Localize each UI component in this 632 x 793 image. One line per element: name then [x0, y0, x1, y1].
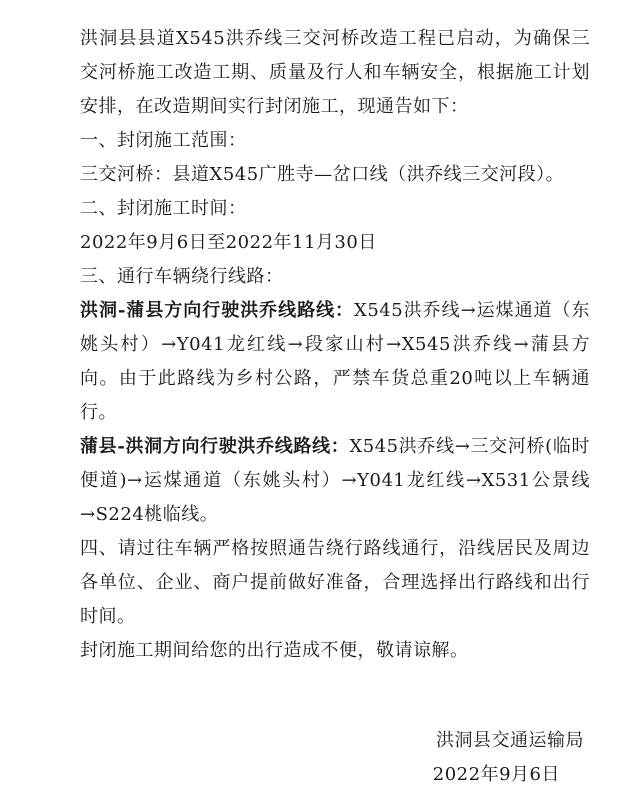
section1-title: 一、封闭施工范围： — [80, 130, 247, 151]
notice-body — [80, 22, 590, 668]
section4-paragraph: 四、请过往车辆严格按照通告绕行路线通行，沿线居民及周边各单位、企业、商户提前做好准备，合理选择出行路线和出行时间。 — [80, 538, 590, 627]
closing-paragraph: 封闭施工期间给您的出行造成不便，敬请谅解。 — [80, 640, 469, 661]
section2-body: 2022年9月6日至2022年11月30日 — [80, 232, 377, 253]
route2-paragraph — [80, 430, 590, 532]
route1-paragraph — [80, 294, 590, 430]
route1-body: X545洪乔线→运煤通道（东姚头村）→Y041龙红线→段家山村→X545洪乔线→蒲县方向。由于此路线为乡村公路，严禁车货总重20吨以上车辆通行。 — [80, 300, 590, 423]
section1-body: 三交河桥：县道X545广胜寺—岔口线（洪乔线三交河段）。 — [80, 164, 565, 185]
route2-body: X545洪乔线→三交河桥(临时便道)→运煤通道（东姚头村）→Y041龙红线→X531公景线→S224桃临线。 — [80, 436, 590, 525]
route2-label: 蒲县-洪洞方向行驶洪乔线路线： — [80, 436, 350, 457]
section2-title: 二、封闭施工时间： — [80, 198, 247, 219]
section3-title: 三、通行车辆绕行线路： — [80, 266, 284, 287]
signature-organization: 洪洞县交通运输局 — [436, 730, 584, 751]
intro-paragraph: 洪洞县县道X545洪乔线三交河桥改造工程已启动，为确保三交河桥施工改造工期、质量及行人和车辆安全，根据施工计划安排，在改造期间实行封闭施工，现通告如下： — [80, 28, 590, 117]
route1-label: 洪洞-蒲县方向行驶洪乔线路线： — [80, 300, 355, 321]
signature-date: 2022年9月6日 — [432, 764, 560, 785]
